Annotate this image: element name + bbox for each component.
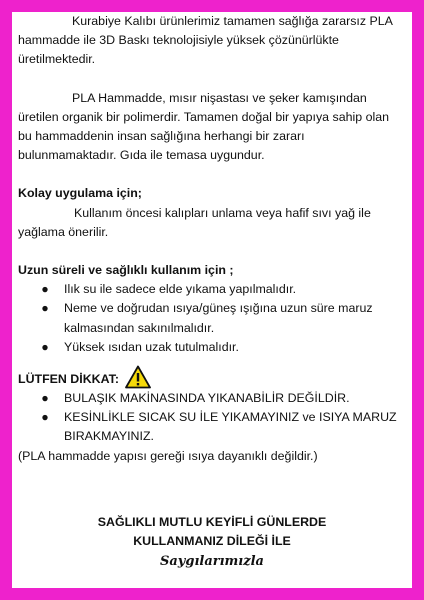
warning-triangle-icon — [125, 365, 151, 389]
list-item: ● BULAŞIK MAKİNASINDA YIKANABİLİR DEĞİLDİR. — [36, 389, 402, 408]
bullet-dot-icon: ● — [41, 391, 49, 406]
bullet-dot-icon: ● — [41, 301, 49, 316]
bullet-dot-icon: ● — [41, 282, 49, 297]
bullet-dot-icon: ● — [41, 339, 49, 354]
intro-paragraph-1: Kurabiye Kalıbı ürünlerimiz tamamen sağlığa zararsız PLA hammadde ile 3D Baskı teknolojisiyle yüksek çözünürlükte üretilmektedir. — [18, 14, 393, 67]
intro-paragraph-2: PLA Hammadde, mısır nişastası ve şeker kamışından üretilen organik bir polimerdir. Tamamen doğal bir yapıya sahip olan bu hammaddenin insan sağlığına herhangi bir zararı bulunmamaktadır. Gıda ile temasa uygundur. — [18, 90, 390, 163]
warning-note: (PLA hammadde yapısı gereği ısıya dayanıklı değildir.) — [18, 448, 318, 463]
signature: Saygılarımızla — [160, 554, 264, 569]
bullet-dot-icon: ● — [41, 410, 49, 425]
easy-use-heading: Kolay uygulama için; — [18, 186, 142, 201]
list-item: ● Neme ve doğrudan ısıya/güneş ışığına uzun süre maruz kalmasından sakınılmalıdır. — [36, 299, 402, 337]
list-item: ● Yüksek ısıdan uzak tutulmalıdır. — [36, 338, 402, 357]
closing-line-2: KULLANMANIZ DİLEĞİ İLE — [133, 534, 291, 548]
warning-list — [18, 389, 402, 447]
closing-line-1: SAĞLIKLI MUTLU KEYİFLİ GÜNLERDE — [97, 515, 327, 529]
long-use-heading: Uzun süreli ve sağlıklı kullanım için ; — [18, 263, 234, 278]
list-item: ● Ilık su ile sadece elde yıkama yapılmalıdır. — [36, 280, 402, 299]
document-body — [18, 12, 402, 466]
long-use-list — [18, 280, 402, 357]
list-item: ● KESİNLİKLE SICAK SU İLE YIKAMAYINIZ ve ISIYA MARUZ BIRAKMAYINIZ. — [36, 408, 402, 446]
closing-message — [18, 513, 406, 551]
easy-use-text: Kullanım öncesi kalıpları unlama veya hafif sıvı yağ ile yağlama önerilir. — [18, 205, 371, 239]
warning-heading: LÜTFEN DİKKAT: — [18, 371, 119, 386]
warning-heading-row — [18, 365, 402, 389]
